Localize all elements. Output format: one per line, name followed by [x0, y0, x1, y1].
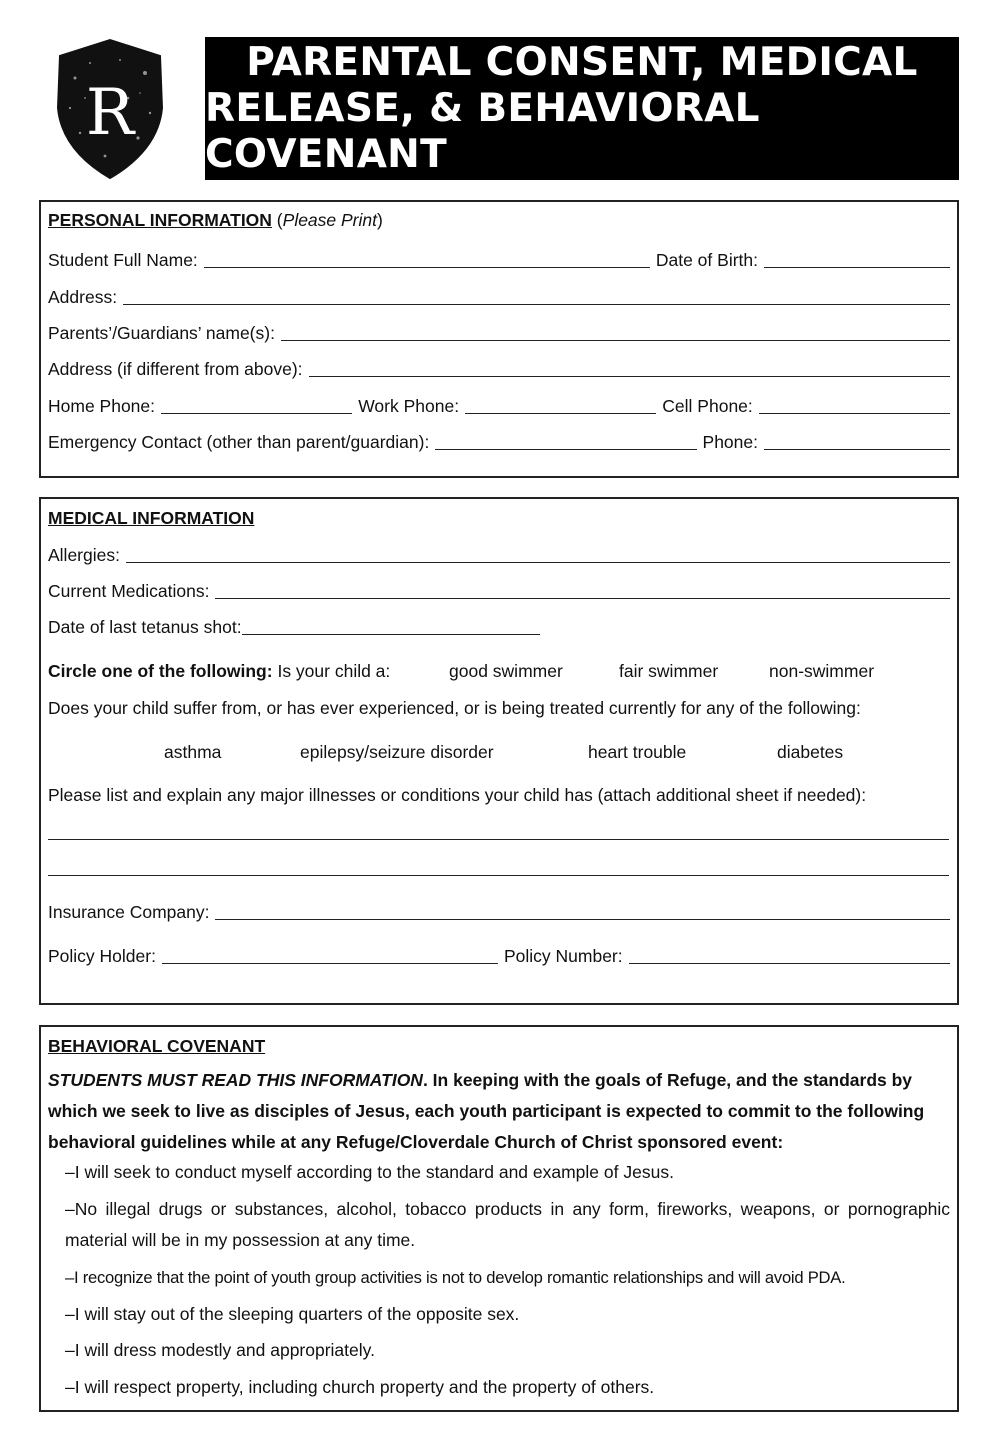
medical-heading: MEDICAL INFORMATION [48, 508, 255, 528]
allergies-field[interactable] [126, 548, 950, 563]
covenant-rule-5: –I will dress modestly and appropriately. [65, 1340, 375, 1360]
form-title [205, 37, 959, 180]
tetanus-label: Date of last tetanus shot: [48, 617, 242, 637]
condition-heart-trouble[interactable]: heart trouble [588, 742, 687, 762]
address-label: Address: [48, 287, 118, 307]
home-phone-label: Home Phone: [48, 396, 156, 416]
option-fair-swimmer[interactable]: fair swimmer [619, 661, 719, 681]
student-name-label: Student Full Name: [48, 250, 198, 270]
option-non-swimmer[interactable]: non-swimmer [769, 661, 875, 681]
parents-field[interactable] [281, 326, 950, 341]
circle-instruction: Circle one of the following: [48, 661, 273, 681]
policy-number-label: Policy Number: [503, 946, 623, 966]
personal-heading: PERSONAL INFORMATION ( Please Print ) [48, 210, 383, 230]
medications-field[interactable] [215, 584, 950, 599]
personal-information-section [39, 200, 959, 478]
covenant-rule-4: –I will stay out of the sleeping quarters of the opposite sex. [65, 1304, 520, 1324]
covenant-intro [48, 1065, 949, 1158]
work-phone-field[interactable] [465, 399, 656, 414]
dob-field[interactable] [764, 253, 950, 268]
parents-label: Parents’/Guardians’ name(s): [48, 323, 275, 343]
option-good-swimmer[interactable]: good swimmer [449, 661, 563, 681]
covenant-heading: BEHAVIORAL COVENANT [48, 1036, 266, 1056]
behavioral-covenant-section [39, 1025, 959, 1412]
illness-field-line-2[interactable] [48, 875, 949, 876]
cell-phone-field[interactable] [759, 399, 950, 414]
condition-epilepsy[interactable]: epilepsy/seizure disorder [300, 742, 494, 762]
condition-diabetes[interactable]: diabetes [777, 742, 844, 762]
logo-letter: R [85, 76, 135, 150]
emergency-contact-field[interactable] [435, 435, 696, 450]
medications-label: Current Medications: [48, 581, 210, 601]
covenant-intro-text: . In keeping with the goals of Refuge, and the standards by which we seek to live as disciples of Jesus, each youth participant is expected to commit to the following behavioral guidelines while at any Refuge/Cloverdale Church of Christ sponsored event: [48, 1070, 925, 1152]
policy-holder-field[interactable] [162, 949, 498, 964]
address-alt-field[interactable] [309, 362, 950, 377]
insurance-field[interactable] [215, 905, 950, 920]
conditions-question: Does your child suffer from, or has ever experienced, or is being treated currently for any of the following: [48, 698, 861, 718]
student-name-field[interactable] [204, 253, 650, 268]
title-line-2: RELEASE, & BEHAVIORAL COVENANT [205, 85, 760, 177]
covenant-rule-2: –No illegal drugs or substances, alcohol, tobacco products in any form, fireworks, weapons, or pornographic material will be in my possession at any time. [65, 1199, 950, 1250]
emergency-phone-field[interactable] [764, 435, 950, 450]
address-alt-label: Address (if different from above): [48, 359, 303, 379]
condition-asthma[interactable]: asthma [164, 742, 222, 762]
swim-question: Is your child a: [277, 661, 391, 681]
policy-holder-label: Policy Holder: [48, 946, 156, 966]
dob-label: Date of Birth: [655, 250, 758, 270]
please-print-note: Please Print [282, 210, 377, 230]
illness-field-line-1[interactable] [48, 839, 949, 840]
illness-prompt: Please list and explain any major illnesses or conditions your child has (attach additional sheet if needed): [48, 785, 867, 805]
covenant-intro-warning: STUDENTS MUST READ THIS INFORMATION [48, 1070, 423, 1090]
emergency-contact-label: Emergency Contact (other than parent/guardian): [48, 432, 430, 452]
covenant-rule-6: –I will respect property, including church property and the property of others. [65, 1377, 655, 1397]
covenant-rule-1: –I will seek to conduct myself according to the standard and example of Jesus. [65, 1162, 674, 1182]
cell-phone-label: Cell Phone: [662, 396, 753, 416]
tetanus-field[interactable] [242, 620, 540, 635]
title-line-1: PARENTAL CONSENT, MEDICAL [246, 39, 918, 85]
policy-number-field[interactable] [629, 949, 950, 964]
home-phone-field[interactable] [161, 399, 352, 414]
insurance-label: Insurance Company: [48, 902, 210, 922]
covenant-rule-3: –I recognize that the point of youth group activities is not to develop romantic relationships and will avoid PDA. [65, 1268, 846, 1287]
medical-information-section [39, 497, 959, 1005]
work-phone-label: Work Phone: [358, 396, 460, 416]
refuge-shield-logo [50, 38, 170, 180]
emergency-phone-label: Phone: [702, 432, 758, 452]
allergies-label: Allergies: [48, 545, 120, 565]
address-field[interactable] [123, 290, 950, 305]
